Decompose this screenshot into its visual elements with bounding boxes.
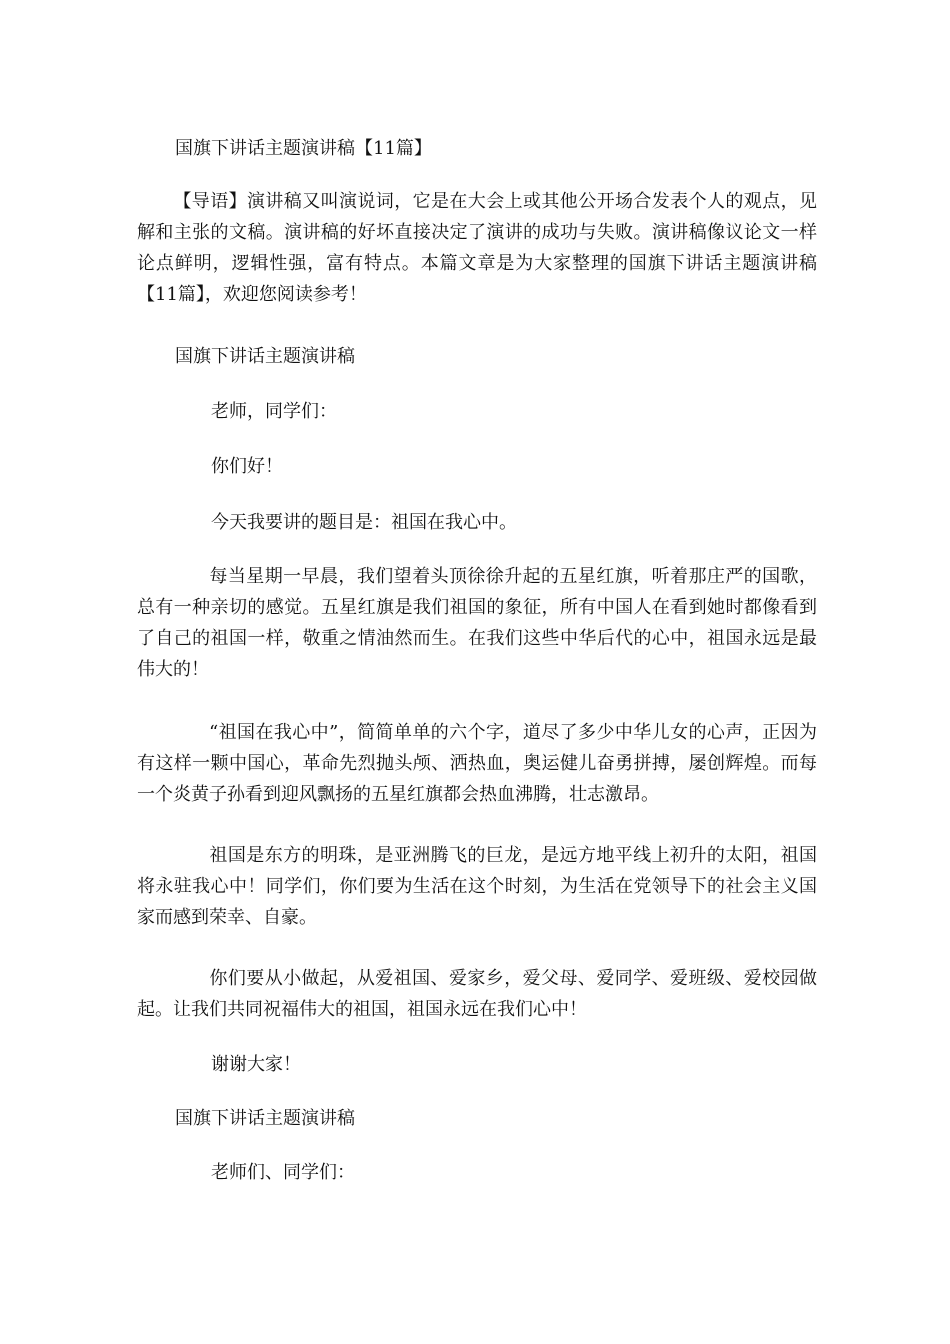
document-title: 国旗下讲话主题演讲稿【11篇】	[175, 138, 432, 159]
intro-paragraph	[137, 186, 817, 310]
paragraph-text: 每当星期一早晨，我们望着头顶徐徐升起的五星红旗，听着那庄严的国歌，总有一种亲切的感觉。五星红旗是我们祖国的象征，所有中国人在看到她时都像看到了自己的祖国一样，敬重之情油然而生。在我们这些中华后代的心中，祖国永远是最 伟大的！	[137, 566, 817, 680]
section-1-closing: 谢谢大家！	[211, 1054, 301, 1075]
paragraph-text: “祖国在我心中”，简简单单的六个字，道尽了多少中华儿女的心声，正因为有这样一颗中国心，革命先烈抛头颅、洒热血，奥运健儿奋勇拼搏，屡创辉煌。而每一个炎黄子孙看到迎风飘扬的五星红旗都会热血沸腾，壮志激昂。	[137, 722, 817, 805]
section-2-heading: 国旗下讲话主题演讲稿	[175, 1108, 355, 1129]
section-1-paragraph-3	[137, 840, 817, 933]
paragraph-text: 你们要从小做起，从爱祖国、爱家乡，爱父母、爱同学、爱班级、爱校园做起。让我们共同祝福伟大的祖国，祖国永远在我们心中！	[137, 968, 817, 1020]
section-1-greeting: 你们好！	[211, 456, 283, 477]
section-2-salutation: 老师们、同学们：	[211, 1162, 355, 1183]
section-1-paragraph-1	[137, 561, 817, 685]
section-1-paragraph-2	[137, 717, 817, 810]
section-1-topic: 今天我要讲的题目是：祖国在我心中。	[211, 512, 517, 533]
paragraph-text: 祖国是东方的明珠，是亚洲腾飞的巨龙，是远方地平线上初升的太阳，祖国将永驻我心中！同学们，你们要为生活在这个时刻，为生活在党领导下的社会主义国家而感到荣幸、自豪。	[137, 845, 817, 928]
section-1-paragraph-4	[137, 963, 817, 1025]
section-1-salutation: 老师，同学们：	[211, 401, 337, 422]
section-1-heading: 国旗下讲话主题演讲稿	[175, 346, 355, 367]
intro-text: 【导语】演讲稿又叫演说词，它是在大会上或其他公开场合发表个人的观点，见解和主张的文稿。演讲稿的好坏直接决定了演讲的成功与失败。演讲稿像议论文一样论点鲜明，逻辑性强，富有特点。本篇文章是为大家整理的国旗下讲话主题演讲稿【11篇】，欢迎您阅读参考！	[137, 191, 817, 305]
